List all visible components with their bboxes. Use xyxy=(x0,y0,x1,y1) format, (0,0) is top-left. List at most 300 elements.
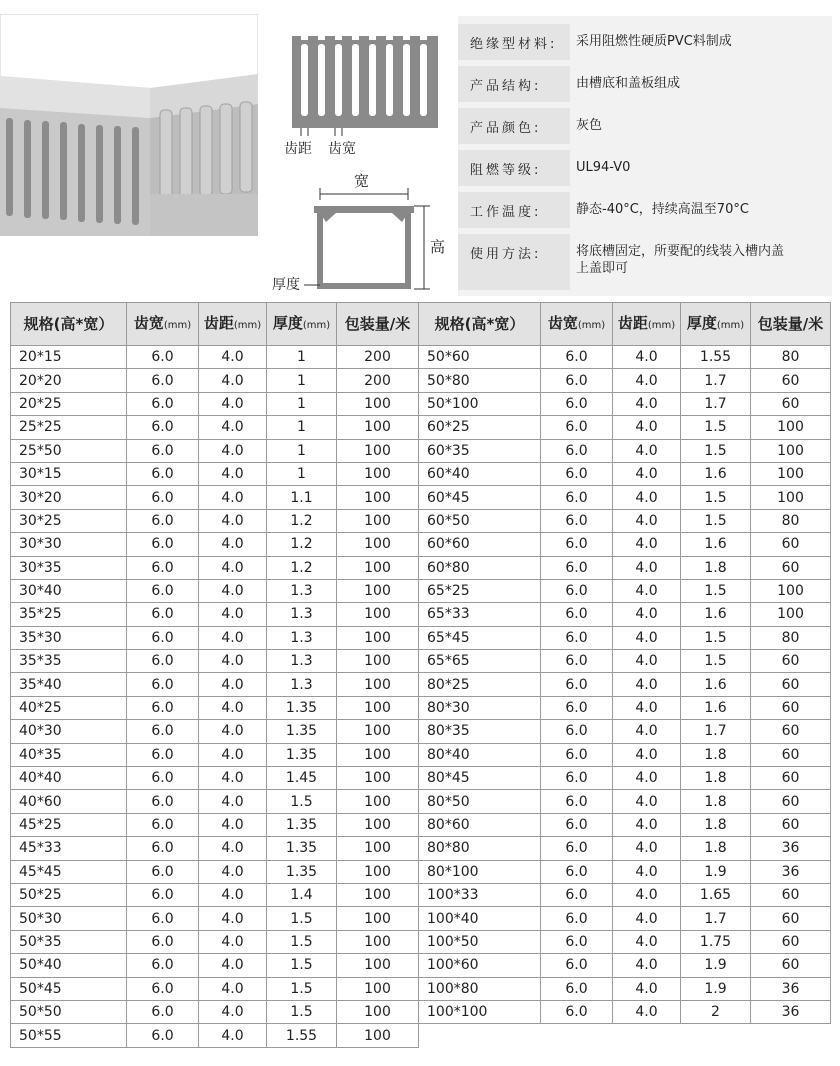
column-header-label: 厚度 xyxy=(686,313,717,332)
spec-table xyxy=(10,302,831,1048)
table-cell: 1.3 xyxy=(267,673,337,696)
table-cell: 1.35 xyxy=(267,743,337,766)
column-header-label: 齿距 xyxy=(617,313,648,332)
table-cell: 100 xyxy=(337,837,419,860)
thickness-label: 厚度 xyxy=(272,277,300,293)
spec-cell: 65*45 xyxy=(419,626,541,649)
table-cell: 6.0 xyxy=(127,883,199,906)
table-cell: 4.0 xyxy=(199,579,267,602)
table-cell: 100 xyxy=(337,603,419,626)
product-photo xyxy=(0,14,258,236)
table-cell: 4.0 xyxy=(613,533,681,556)
table-cell: 6.0 xyxy=(127,813,199,836)
table-cell: 4.0 xyxy=(199,790,267,813)
table-cell: 100 xyxy=(337,696,419,719)
spec-cell: 20*15 xyxy=(11,346,127,369)
table-cell: 4.0 xyxy=(199,346,267,369)
table-cell: 6.0 xyxy=(127,416,199,439)
table-cell: 100 xyxy=(751,439,831,462)
table-cell: 1.4 xyxy=(267,883,337,906)
table-cell: 1.8 xyxy=(681,556,751,579)
table-cell: 1.9 xyxy=(681,954,751,977)
table-cell: 60 xyxy=(751,556,831,579)
table-cell: 6.0 xyxy=(541,416,613,439)
table-cell: 6.0 xyxy=(127,626,199,649)
table-cell: 6.0 xyxy=(541,486,613,509)
table-row xyxy=(11,907,831,930)
table-cell: 100 xyxy=(337,439,419,462)
table-cell: 6.0 xyxy=(127,977,199,1000)
table-cell: 6.0 xyxy=(541,977,613,1000)
column-header xyxy=(613,303,681,346)
table-cell: 1.5 xyxy=(267,930,337,953)
table-row xyxy=(11,860,831,883)
spec-cell: 30*40 xyxy=(11,579,127,602)
table-cell: 6.0 xyxy=(541,603,613,626)
table-cell: 1.8 xyxy=(681,813,751,836)
table-cell: 100 xyxy=(337,462,419,485)
table-cell: 1.7 xyxy=(681,907,751,930)
spec-cell: 60*40 xyxy=(419,462,541,485)
table-row xyxy=(11,767,831,790)
spec-cell: 35*35 xyxy=(11,650,127,673)
table-cell: 4.0 xyxy=(199,883,267,906)
table-cell: 4.0 xyxy=(199,837,267,860)
property-row xyxy=(458,192,832,228)
spec-cell: 100*40 xyxy=(419,907,541,930)
column-header xyxy=(127,303,199,346)
table-cell: 1.6 xyxy=(681,696,751,719)
table-row xyxy=(11,720,831,743)
table-cell: 100 xyxy=(751,416,831,439)
table-cell: 4.0 xyxy=(613,907,681,930)
table-cell: 6.0 xyxy=(127,743,199,766)
column-header-unit: (mm) xyxy=(716,319,745,331)
table-row xyxy=(11,883,831,906)
table-cell: 6.0 xyxy=(127,837,199,860)
column-header xyxy=(11,303,127,346)
table-cell: 6.0 xyxy=(127,603,199,626)
table-cell: 4.0 xyxy=(199,696,267,719)
table-cell: 36 xyxy=(751,837,831,860)
spec-cell: 80*35 xyxy=(419,720,541,743)
table-cell: 4.0 xyxy=(613,556,681,579)
spec-cell: 35*30 xyxy=(11,626,127,649)
dimension-diagram xyxy=(264,30,454,296)
table-cell: 4.0 xyxy=(613,977,681,1000)
table-row xyxy=(11,813,831,836)
column-header xyxy=(419,303,541,346)
table-cell: 6.0 xyxy=(127,462,199,485)
spec-cell: 60*25 xyxy=(419,416,541,439)
table-cell: 1.35 xyxy=(267,837,337,860)
spec-cell: 40*40 xyxy=(11,767,127,790)
column-header-label: 齿宽 xyxy=(133,313,164,332)
table-cell: 1 xyxy=(267,439,337,462)
table-cell: 1.3 xyxy=(267,650,337,673)
table-cell: 1.35 xyxy=(267,720,337,743)
table-cell: 1.6 xyxy=(681,462,751,485)
pitch-label: 齿距 xyxy=(284,141,312,157)
table-cell: 36 xyxy=(751,860,831,883)
table-cell: 6.0 xyxy=(541,509,613,532)
table-cell: 1.5 xyxy=(681,439,751,462)
table-cell: 6.0 xyxy=(541,743,613,766)
table-cell: 4.0 xyxy=(613,439,681,462)
spec-cell: 100*60 xyxy=(419,954,541,977)
spec-cell: 50*100 xyxy=(419,392,541,415)
table-row xyxy=(11,486,831,509)
table-cell: 1.5 xyxy=(681,416,751,439)
table-cell: 6.0 xyxy=(127,790,199,813)
table-cell: 4.0 xyxy=(613,486,681,509)
table-row xyxy=(11,954,831,977)
table-cell: 4.0 xyxy=(199,556,267,579)
spec-cell: 20*20 xyxy=(11,369,127,392)
table-cell: 100 xyxy=(751,603,831,626)
table-cell: 100 xyxy=(337,720,419,743)
table-cell: 100 xyxy=(337,626,419,649)
table-header-row xyxy=(11,303,831,346)
table-cell: 6.0 xyxy=(127,954,199,977)
table-cell: 4.0 xyxy=(613,509,681,532)
table-cell: 100 xyxy=(337,673,419,696)
table-cell: 1.2 xyxy=(267,509,337,532)
table-cell: 4.0 xyxy=(613,767,681,790)
table-cell: 6.0 xyxy=(127,533,199,556)
property-row xyxy=(458,150,832,186)
spec-cell: 100*33 xyxy=(419,883,541,906)
table-cell: 6.0 xyxy=(541,767,613,790)
table-cell: 4.0 xyxy=(199,392,267,415)
table-cell: 60 xyxy=(751,790,831,813)
table-cell: 6.0 xyxy=(127,509,199,532)
table-cell: 6.0 xyxy=(541,860,613,883)
table-cell: 4.0 xyxy=(613,837,681,860)
table-cell: 2 xyxy=(681,1000,751,1023)
table-row xyxy=(11,346,831,369)
table-cell: 1.5 xyxy=(681,486,751,509)
table-cell: 1.65 xyxy=(681,883,751,906)
table-cell: 60 xyxy=(751,696,831,719)
table-row xyxy=(11,837,831,860)
table-cell: 4.0 xyxy=(613,813,681,836)
table-cell: 6.0 xyxy=(127,1024,199,1047)
table-cell: 1.8 xyxy=(681,790,751,813)
property-value: 静态-40°C，持续高温至70°C xyxy=(576,202,749,217)
table-cell: 100 xyxy=(337,767,419,790)
table-cell: 4.0 xyxy=(613,883,681,906)
column-header-label: 规格(高*宽） xyxy=(434,315,525,333)
comb-profile-drawing xyxy=(264,30,454,296)
table-cell: 100 xyxy=(337,579,419,602)
spec-cell: 30*30 xyxy=(11,533,127,556)
table-cell: 80 xyxy=(751,626,831,649)
table-cell: 1.5 xyxy=(681,579,751,602)
width-label: 宽 xyxy=(354,172,370,190)
table-cell: 4.0 xyxy=(199,720,267,743)
table-cell: 60 xyxy=(751,533,831,556)
table-cell: 4.0 xyxy=(199,930,267,953)
table-row xyxy=(11,696,831,719)
spec-cell: 100*50 xyxy=(419,930,541,953)
table-cell: 4.0 xyxy=(613,346,681,369)
property-row xyxy=(458,24,832,60)
column-header xyxy=(541,303,613,346)
table-cell: 60 xyxy=(751,392,831,415)
table-cell: 200 xyxy=(337,346,419,369)
column-header xyxy=(681,303,751,346)
table-cell: 1.5 xyxy=(681,650,751,673)
table-cell: 100 xyxy=(337,860,419,883)
table-cell: 4.0 xyxy=(199,907,267,930)
table-cell: 4.0 xyxy=(613,930,681,953)
table-cell: 1.55 xyxy=(681,346,751,369)
table-cell: 1.35 xyxy=(267,696,337,719)
table-cell: 4.0 xyxy=(199,743,267,766)
table-cell: 36 xyxy=(751,977,831,1000)
table-cell: 6.0 xyxy=(541,346,613,369)
table-row xyxy=(11,509,831,532)
table-cell: 1.7 xyxy=(681,720,751,743)
property-value: 采用阻燃性硬质PVC料制成 xyxy=(576,34,732,49)
spec-cell: 80*60 xyxy=(419,813,541,836)
table-cell: 60 xyxy=(751,720,831,743)
spec-cell: 60*35 xyxy=(419,439,541,462)
table-cell: 100 xyxy=(751,462,831,485)
table-row xyxy=(11,533,831,556)
table-cell: 60 xyxy=(751,883,831,906)
table-cell: 6.0 xyxy=(541,556,613,579)
table-cell: 1.75 xyxy=(681,930,751,953)
table-cell: 6.0 xyxy=(127,579,199,602)
property-value: UL94-V0 xyxy=(576,160,631,175)
table-cell: 6.0 xyxy=(541,930,613,953)
table-cell: 4.0 xyxy=(199,626,267,649)
spec-cell: 50*40 xyxy=(11,954,127,977)
table-cell: 4.0 xyxy=(613,743,681,766)
table-cell: 6.0 xyxy=(541,883,613,906)
column-header-unit: (mm) xyxy=(163,319,192,331)
column-header xyxy=(199,303,267,346)
table-cell: 1.8 xyxy=(681,743,751,766)
table-cell: 6.0 xyxy=(541,439,613,462)
table-cell: 100 xyxy=(337,650,419,673)
table-cell: 1 xyxy=(267,416,337,439)
table-row xyxy=(11,556,831,579)
table-cell: 1.7 xyxy=(681,369,751,392)
table-cell: 4.0 xyxy=(199,533,267,556)
table-cell: 1.45 xyxy=(267,767,337,790)
spec-cell: 60*50 xyxy=(419,509,541,532)
table-cell: 4.0 xyxy=(199,650,267,673)
property-label: 产品结构: xyxy=(458,66,570,102)
spec-cell: 40*30 xyxy=(11,720,127,743)
spec-cell: 80*100 xyxy=(419,860,541,883)
table-cell: 100 xyxy=(751,579,831,602)
column-header-label: 齿距 xyxy=(203,313,234,332)
table-row xyxy=(11,416,831,439)
spec-cell: 50*35 xyxy=(11,930,127,953)
product-properties xyxy=(458,16,832,296)
empty-cell xyxy=(419,1024,831,1047)
table-cell: 60 xyxy=(751,954,831,977)
column-header xyxy=(751,303,831,346)
table-cell: 6.0 xyxy=(541,650,613,673)
table-cell: 1.9 xyxy=(681,860,751,883)
spec-cell: 40*60 xyxy=(11,790,127,813)
table-cell: 6.0 xyxy=(541,813,613,836)
spec-cell: 30*15 xyxy=(11,462,127,485)
property-row xyxy=(458,66,832,102)
table-row xyxy=(11,369,831,392)
table-cell: 4.0 xyxy=(613,860,681,883)
table-row xyxy=(11,462,831,485)
table-cell: 4.0 xyxy=(613,1000,681,1023)
spec-cell: 40*25 xyxy=(11,696,127,719)
table-row xyxy=(11,579,831,602)
table-row xyxy=(11,743,831,766)
table-cell: 6.0 xyxy=(127,486,199,509)
table-row xyxy=(11,977,831,1000)
table-cell: 4.0 xyxy=(613,673,681,696)
table-row xyxy=(11,603,831,626)
property-value: 由槽底和盖板组成 xyxy=(576,76,681,91)
table-cell: 1.5 xyxy=(267,1000,337,1023)
spec-cell: 50*60 xyxy=(419,346,541,369)
table-cell: 6.0 xyxy=(127,860,199,883)
table-cell: 6.0 xyxy=(541,696,613,719)
table-cell: 60 xyxy=(751,369,831,392)
column-header-unit: (mm) xyxy=(302,319,331,331)
table-cell: 4.0 xyxy=(613,626,681,649)
spec-cell: 50*50 xyxy=(11,1000,127,1023)
table-cell: 6.0 xyxy=(127,392,199,415)
table-cell: 6.0 xyxy=(541,579,613,602)
spec-cell: 65*25 xyxy=(419,579,541,602)
table-cell: 1.35 xyxy=(267,860,337,883)
column-header-label: 厚度 xyxy=(272,313,303,332)
column-header-label: 齿宽 xyxy=(547,313,578,332)
table-cell: 100 xyxy=(337,954,419,977)
table-cell: 4.0 xyxy=(199,1024,267,1047)
height-label: 高 xyxy=(430,238,446,256)
table-cell: 4.0 xyxy=(613,650,681,673)
table-cell: 4.0 xyxy=(199,767,267,790)
table-cell: 1.35 xyxy=(267,813,337,836)
table-cell: 1 xyxy=(267,392,337,415)
spec-cell: 65*33 xyxy=(419,603,541,626)
column-header-unit: (mm) xyxy=(647,319,676,331)
table-cell: 6.0 xyxy=(541,626,613,649)
table-cell: 1.2 xyxy=(267,533,337,556)
column-header-unit: (mm) xyxy=(233,319,262,331)
spec-cell: 80*80 xyxy=(419,837,541,860)
column-header-label: 包装量/米 xyxy=(344,315,411,333)
table-cell: 6.0 xyxy=(127,907,199,930)
table-cell: 1.3 xyxy=(267,626,337,649)
table-cell: 6.0 xyxy=(127,767,199,790)
table-cell: 4.0 xyxy=(199,603,267,626)
table-cell: 60 xyxy=(751,743,831,766)
table-cell: 100 xyxy=(337,1024,419,1047)
table-cell: 1.3 xyxy=(267,579,337,602)
property-label: 产品颜色: xyxy=(458,108,570,144)
table-row xyxy=(11,930,831,953)
spec-cell: 45*25 xyxy=(11,813,127,836)
table-row xyxy=(11,626,831,649)
table-cell: 100 xyxy=(337,977,419,1000)
table-cell: 6.0 xyxy=(541,392,613,415)
table-cell: 1.7 xyxy=(681,392,751,415)
table-cell: 4.0 xyxy=(199,977,267,1000)
table-cell: 4.0 xyxy=(199,813,267,836)
table-cell: 100 xyxy=(337,930,419,953)
property-value: 将底槽固定，所要配的线装入槽内盖上盖即可 xyxy=(576,244,785,276)
table-row xyxy=(11,790,831,813)
table-cell: 4.0 xyxy=(199,1000,267,1023)
spec-cell: 25*50 xyxy=(11,439,127,462)
table-cell: 1.2 xyxy=(267,556,337,579)
table-cell: 100 xyxy=(337,509,419,532)
table-cell: 80 xyxy=(751,346,831,369)
table-cell: 60 xyxy=(751,907,831,930)
table-cell: 1.5 xyxy=(681,626,751,649)
table-cell: 60 xyxy=(751,767,831,790)
table-cell: 1.8 xyxy=(681,767,751,790)
table-cell: 80 xyxy=(751,509,831,532)
column-header-unit: (mm) xyxy=(577,319,606,331)
table-cell: 1.55 xyxy=(267,1024,337,1047)
table-cell: 6.0 xyxy=(127,556,199,579)
spec-cell: 25*25 xyxy=(11,416,127,439)
table-cell: 6.0 xyxy=(127,720,199,743)
spec-cell: 80*25 xyxy=(419,673,541,696)
table-cell: 1 xyxy=(267,346,337,369)
table-cell: 60 xyxy=(751,930,831,953)
table-cell: 1.5 xyxy=(267,954,337,977)
table-row xyxy=(11,673,831,696)
spec-cell: 80*30 xyxy=(419,696,541,719)
table-row xyxy=(11,392,831,415)
property-label: 使用方法: xyxy=(458,234,570,290)
table-cell: 6.0 xyxy=(541,837,613,860)
table-cell: 4.0 xyxy=(199,509,267,532)
table-cell: 1 xyxy=(267,462,337,485)
table-cell: 60 xyxy=(751,673,831,696)
spec-cell: 30*35 xyxy=(11,556,127,579)
spec-cell: 100*80 xyxy=(419,977,541,1000)
table-cell: 4.0 xyxy=(613,392,681,415)
table-row xyxy=(11,1000,831,1023)
table-cell: 6.0 xyxy=(127,930,199,953)
table-cell: 100 xyxy=(751,486,831,509)
property-label: 阻燃等级: xyxy=(458,150,570,186)
table-cell: 4.0 xyxy=(613,416,681,439)
table-cell: 6.0 xyxy=(127,650,199,673)
table-cell: 4.0 xyxy=(613,696,681,719)
table-cell: 6.0 xyxy=(127,673,199,696)
table-cell: 100 xyxy=(337,556,419,579)
table-cell: 100 xyxy=(337,1000,419,1023)
spec-cell: 50*25 xyxy=(11,883,127,906)
table-cell: 100 xyxy=(337,392,419,415)
spec-cell: 50*45 xyxy=(11,977,127,1000)
column-header-label: 规格(高*宽） xyxy=(23,315,114,333)
spec-cell: 80*50 xyxy=(419,790,541,813)
property-row xyxy=(458,108,832,144)
table-cell: 6.0 xyxy=(127,439,199,462)
